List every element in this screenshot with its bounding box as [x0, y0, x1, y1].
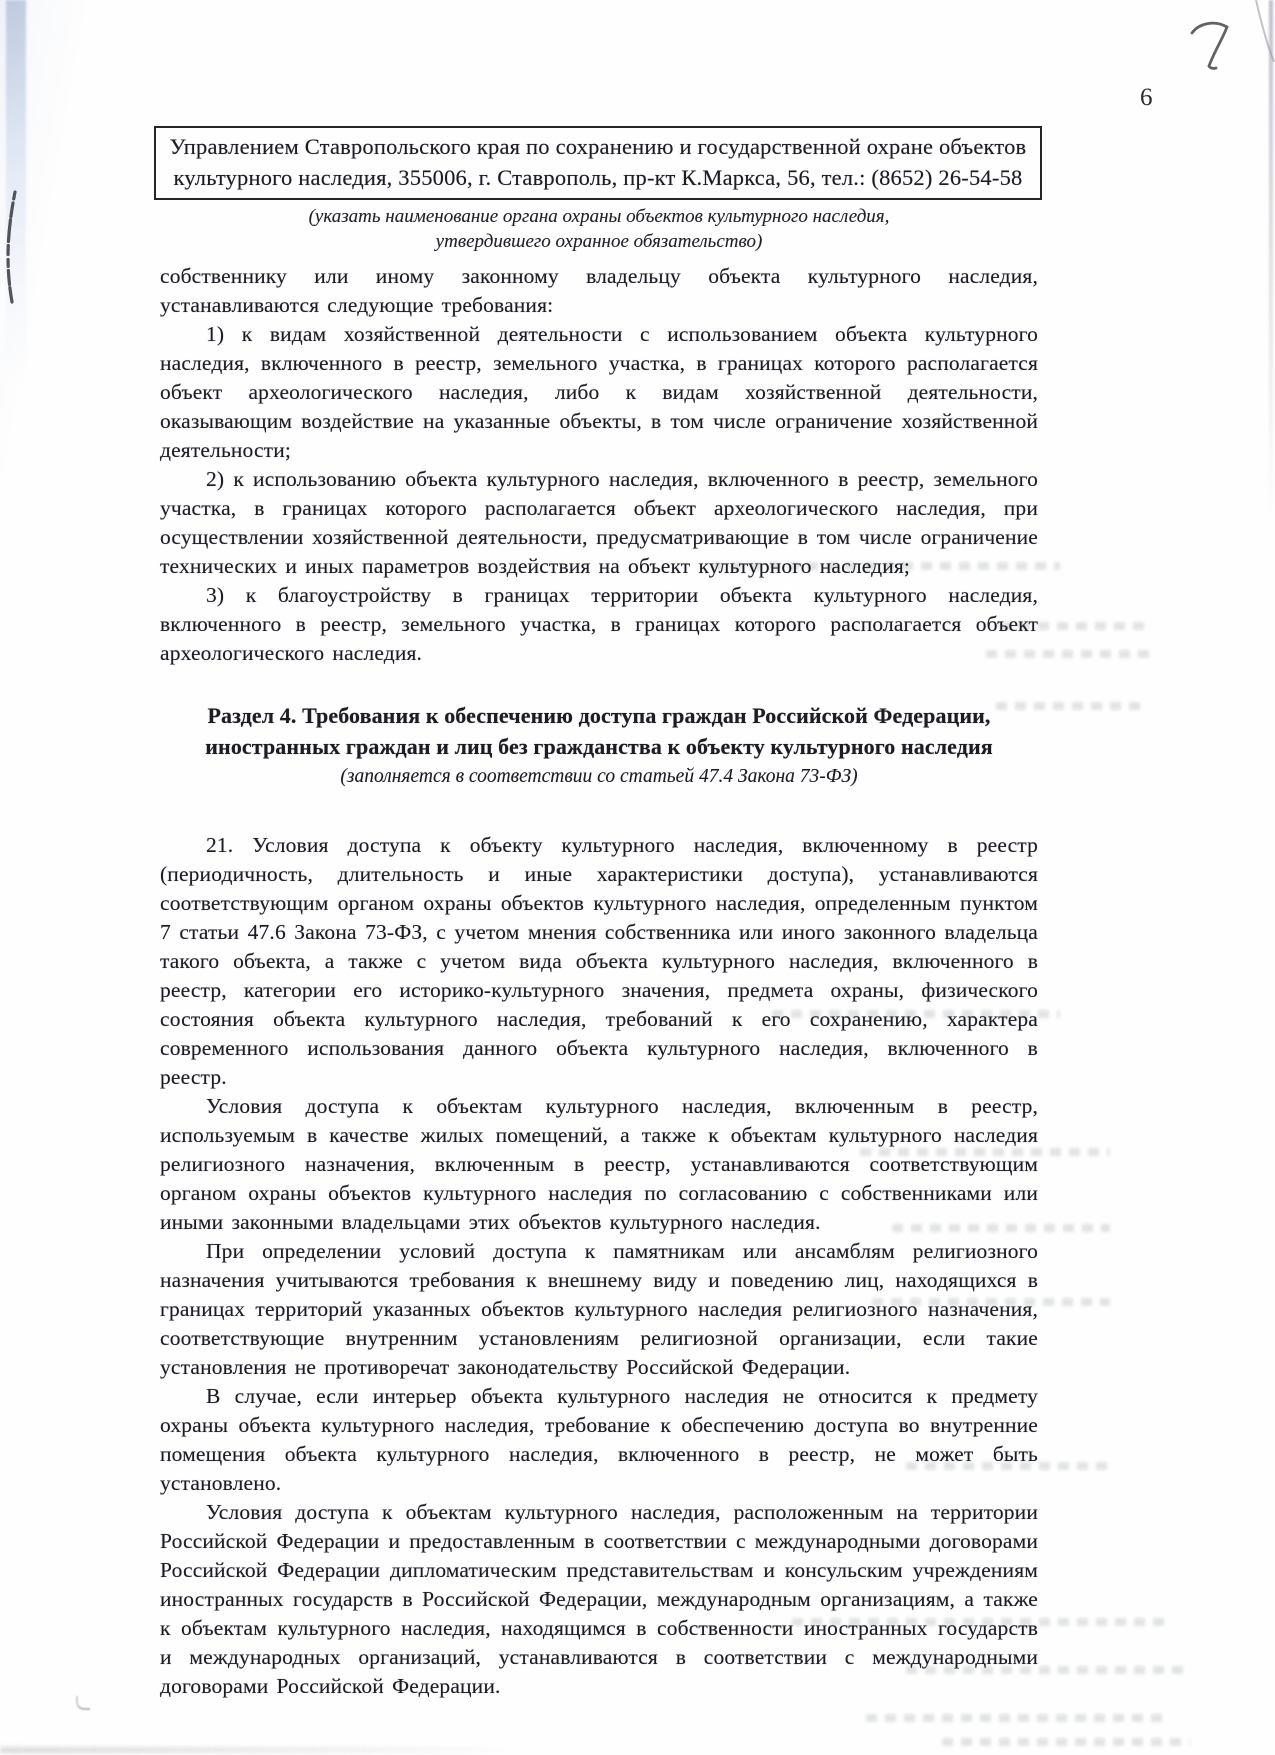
section-4-paragraph: В случае, если интерьер объекта культурного наследия не относится к предмету охраны объекта культурного наследия, требование к обеспечению доступа во внутренние помещения объекта культурного наследия, включенного в реестр, не может быть установлено.	[160, 1384, 1038, 1495]
header-caption	[160, 204, 1038, 254]
ink-speck	[76, 1696, 90, 1710]
section-4-heading: Раздел 4. Требования к обеспечению доступа граждан Российской Федерации, иностранных граждан и лиц без гражданства к объекту культурного наследия	[205, 703, 993, 759]
header-caption-line2: утвердившего охранное обязательство)	[435, 231, 763, 252]
handwritten-page-mark	[1186, 16, 1240, 74]
scan-bottom-smudge	[0, 1747, 520, 1753]
section-4-paragraph: Условия доступа к объектам культурного наследия, расположенным на территории Российской Федерации и предоставленным в соответствии с международными договорами Российской Федерации дипломатическим представительствам и консульским учреждениям иностранных государств в Российской Федерации, международным организациям, а также к объектам культурного наследия, находящимся в собственности иностранных государств и международных организаций, устанавливаются в соответствии с международными договорами Российской Федерации.	[160, 1500, 1038, 1698]
scan-page-edge	[1269, 0, 1273, 520]
page-number: 6	[1140, 84, 1153, 111]
body-item-3: 3) к благоустройству в границах территории объекта культурного наследия, включенного в реестр, земельного участка, в границах которого располагается объект археологического наследия.	[160, 583, 1038, 665]
section-4-paragraph: Условия доступа к объектам культурного наследия, включенным в реестр, используемым в качестве жилых помещений, а также к объектам культурного наследия религиозного назначения, включенным в реестр, устанавливаются соответствующим органом охраны объектов культурного наследия по согласованию с собственниками или иными законными владельцами этих объектов культурного наследия.	[160, 1094, 1038, 1234]
section-4-subtitle: (заполняется в соответствии со статьей 47.4 Закона 73-ФЗ)	[340, 766, 858, 787]
section-4-body	[160, 831, 1038, 1701]
header-caption-line1: (указать наименование органа охраны объектов культурного наследия,	[308, 206, 890, 227]
section-4-paragraph: При определении условий доступа к памятникам или ансамблям религиозного назначения учитываются требования к внешнему виду и поведению лиц, находящихся в границах территорий указанных объектов культурного наследия религиозного назначения, соответствующие внутренним установлениям религиозной организации, если такие установления не противоречат законодательству Российской Федерации.	[160, 1239, 1038, 1379]
document-content	[160, 126, 1038, 1701]
bleed-through-artifact	[866, 1714, 1164, 1722]
authority-header-box: Управлением Ставропольского края по сохранению и государственной охране объектов культурного наследия, 355006, г. Ставрополь, пр-кт К.Маркса, 56, тел.: (8652) 26-54-58	[154, 126, 1042, 200]
body-item-1: 1) к видам хозяйственной деятельности с использованием объекта культурного наследия, включенного в реестр, земельного участка, в границах которого располагается объект археологического наследия, либо к видам хозяйственной деятельности, оказывающим воздействие на указанные объекты, в том числе ограничение хозяйственной деятельности;	[160, 322, 1038, 462]
body-item-2: 2) к использованию объекта культурного наследия, включенного в реестр, земельного участка, в границах которого располагается объект археологического наследия, при осуществлении хозяйственной деятельности, предусматривающие в том числе ограничение технических и иных параметров воздействия на объект культурного наследия;	[160, 467, 1038, 578]
bleed-through-artifact	[942, 1738, 1190, 1746]
body-intro-paragraph: собственнику или иному законному владельцу объекта культурного наследия, устанавливаются следующие требования:	[160, 264, 1038, 317]
section-4-paragraph: 21. Условия доступа к объекту культурного наследия, включенному в реестр (периодичность, длительность и иные характеристики доступа), устанавливаются соответствующим органом охраны объектов культурного наследия, определенным пунктом 7 статьи 47.6 Закона 73-ФЗ, с учетом мнения собственника или иного законного владельца такого объекта, а также с учетом вида объекта культурного наследия, включенного в реестр, категории его историко-культурного значения, предмета охраны, физического состояния объекта культурного наследия, требований к его сохранению, характера современного использования данного объекта культурного наследия, включенного в реестр.	[160, 833, 1038, 1089]
